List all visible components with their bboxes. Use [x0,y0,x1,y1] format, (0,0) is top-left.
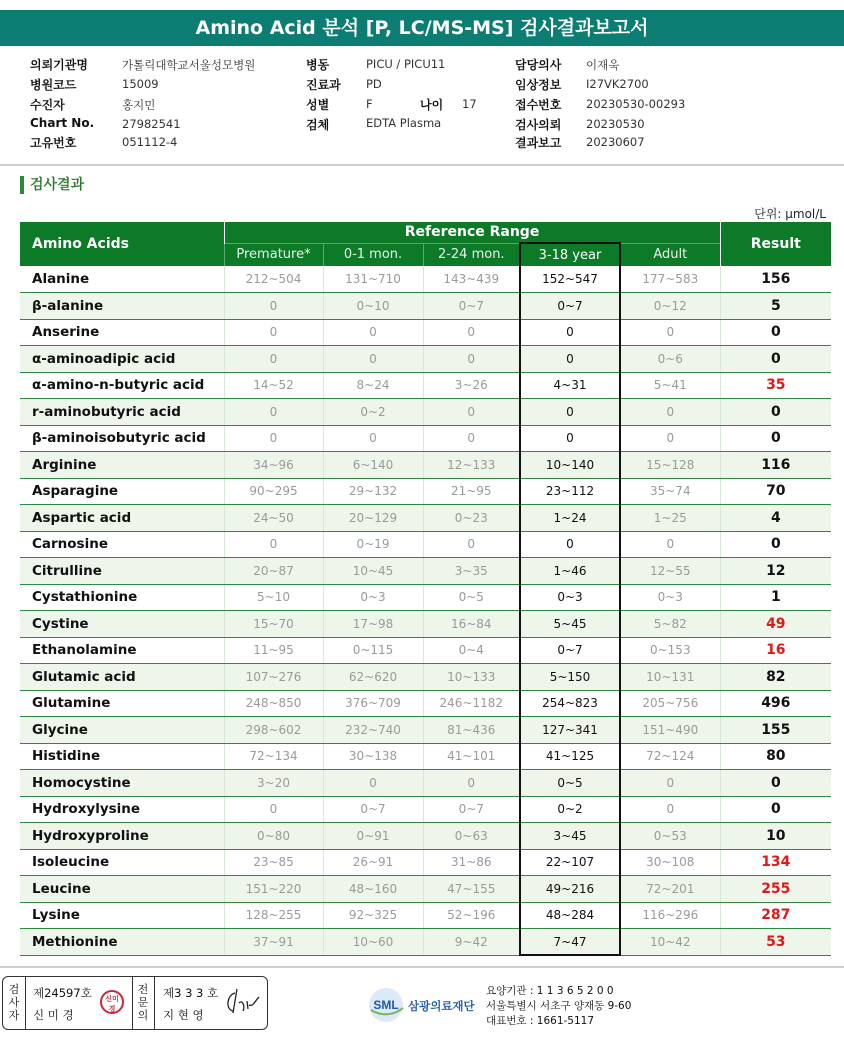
table-row [20,796,831,823]
age-label: 나이 [420,98,444,112]
result-value: 53 [720,929,831,956]
amino-acid-name: Carnosine [20,531,224,558]
amino-acid-name: Cystathionine [20,584,224,611]
reference-range-cell: 10~60 [323,929,423,956]
amino-acid-name: r-aminobutyric acid [20,399,224,426]
reference-range-cell: 14~52 [224,372,323,399]
reference-range-cell: 0 [620,319,720,346]
reference-range-cell: 248~850 [224,690,323,717]
reference-range-cell: 20~87 [224,558,323,585]
sml-logo-icon [367,986,405,1024]
result-value: 10 [720,823,831,850]
reference-range-cell: 30~138 [323,743,423,770]
reference-range-cell: 35~74 [620,478,720,505]
org-name: 삼광의료재단 [408,999,475,1013]
reference-range-cell: 0 [620,531,720,558]
amino-acid-name: β-aminoisobutyric acid [20,425,224,452]
reference-range-cell: 12~55 [620,558,720,585]
reference-range-cell: 0~63 [423,823,520,850]
request-date-value: 20230530 [586,117,645,131]
reference-range-cell: 0 [423,770,520,797]
sex-label: 성별 [306,98,330,112]
reference-range-cell: 127~341 [520,717,620,744]
reference-range-cell: 0 [423,399,520,426]
reference-range-cell: 0~7 [423,796,520,823]
reference-range-cell: 48~284 [520,902,620,929]
reference-range-cell: 0 [423,319,520,346]
department-value: PD [366,77,382,91]
reference-range-cell: 0~3 [520,584,620,611]
reference-range-cell: 151~220 [224,876,323,903]
amino-acid-name: Methionine [20,929,224,956]
reference-range-cell: 3~26 [423,372,520,399]
table-row [20,293,831,320]
age-value: 17 [462,97,477,111]
table-row [20,770,831,797]
lab-address: 서울특별시 서초구 양재동 9-60 [486,1000,632,1012]
amino-acid-name: Asparagine [20,478,224,505]
reference-range-cell: 0 [224,399,323,426]
physician-value: 이재욱 [586,58,620,72]
request-date-label: 검사의뢰 [515,118,562,132]
reference-range-cell: 6~140 [323,452,423,479]
reference-range-cell: 0~153 [620,637,720,664]
divider [0,164,844,166]
specimen-label: 검체 [306,118,330,132]
reference-range-cell: 10~42 [620,929,720,956]
result-value: 0 [720,319,831,346]
institution-label: 의뢰기관명 [30,58,88,72]
sex-value: F [366,97,373,111]
reference-range-cell: 24~50 [224,505,323,532]
result-value: 1 [720,584,831,611]
chart-no-label: Chart No. [30,116,95,130]
table-row [20,478,831,505]
table-row [20,584,831,611]
table-row [20,319,831,346]
ward-value: PICU / PICU11 [366,57,446,71]
reference-range-cell: 10~140 [520,452,620,479]
reference-range-cell: 7~47 [520,929,620,956]
department-label: 진료과 [306,78,341,92]
reference-range-cell: 81~436 [423,717,520,744]
patient-value: 홍지민 [122,98,156,112]
table-row [20,717,831,744]
reference-range-cell: 0 [323,319,423,346]
amino-acid-name: Lysine [20,902,224,929]
result-value: 496 [720,690,831,717]
hospital-code-label: 병원코드 [30,78,77,92]
reference-range-cell: 23~85 [224,849,323,876]
reference-range-cell: 0~5 [520,770,620,797]
result-value: 287 [720,902,831,929]
header-result: Result [720,222,831,266]
reference-range-cell: 0 [423,425,520,452]
amino-acid-name: Histidine [20,743,224,770]
reference-range-cell: 0~2 [323,399,423,426]
stamp-icon: 신미경 [100,990,124,1014]
reference-range-cell: 0~7 [520,637,620,664]
reference-range-cell: 128~255 [224,902,323,929]
reference-range-cell: 29~132 [323,478,423,505]
table-row [20,346,831,373]
table-row [20,611,831,638]
signature-box [2,976,268,1030]
table-row [20,399,831,426]
reference-range-cell: 0~19 [323,531,423,558]
header-range-2: 2-24 mon. [423,243,520,266]
reference-range-cell: 0 [423,346,520,373]
reference-range-cell: 0 [224,319,323,346]
reference-range-cell: 0~6 [620,346,720,373]
result-value: 156 [720,266,831,293]
ward-label: 병동 [306,58,330,72]
table-row [20,823,831,850]
reference-range-cell: 177~583 [620,266,720,293]
reference-range-cell: 0~3 [620,584,720,611]
result-value: 12 [720,558,831,585]
table-row [20,743,831,770]
reference-range-cell: 5~10 [224,584,323,611]
reference-range-cell: 23~112 [520,478,620,505]
amino-acid-name: Hydroxylysine [20,796,224,823]
chart-no-value: 27982541 [122,117,181,131]
amino-acid-name: β-alanine [20,293,224,320]
reference-range-cell: 30~108 [620,849,720,876]
header-reference-range: Reference Range [224,222,720,243]
reference-range-cell: 10~45 [323,558,423,585]
reference-range-cell: 232~740 [323,717,423,744]
reference-range-cell: 20~129 [323,505,423,532]
result-value: 4 [720,505,831,532]
reference-range-cell: 0 [620,425,720,452]
reference-range-cell: 48~160 [323,876,423,903]
reference-range-cell: 22~107 [520,849,620,876]
reference-range-cell: 15~70 [224,611,323,638]
specialist-license: 제3 3 3 호 [163,986,219,1000]
lab-code: 요양기관 : 1 1 3 6 5 2 0 0 [486,985,614,997]
table-row [20,531,831,558]
reference-range-cell: 5~82 [620,611,720,638]
reference-range-cell: 0 [224,531,323,558]
reference-range-cell: 0 [323,770,423,797]
report-date-value: 20230607 [586,135,645,149]
amino-acid-name: Glutamic acid [20,664,224,691]
reference-range-cell: 41~101 [423,743,520,770]
reference-range-cell: 92~325 [323,902,423,929]
result-value: 255 [720,876,831,903]
reference-range-cell: 3~35 [423,558,520,585]
reference-range-cell: 1~25 [620,505,720,532]
amino-acid-name: Cystine [20,611,224,638]
reference-range-cell: 0~7 [423,293,520,320]
reference-range-cell: 3~45 [520,823,620,850]
report-date-label: 결과보고 [515,136,562,150]
reference-range-cell: 0~12 [620,293,720,320]
header-range-3: 3-18 year [520,243,620,266]
reference-range-cell: 21~95 [423,478,520,505]
hospital-code-value: 15009 [122,77,159,91]
reference-range-cell: 0~7 [323,796,423,823]
physician-label: 담당의사 [515,58,562,72]
table-row [20,902,831,929]
reference-range-cell: 41~125 [520,743,620,770]
reference-range-cell: 0 [224,796,323,823]
reference-range-cell: 0~91 [323,823,423,850]
amino-acid-name: Alanine [20,266,224,293]
reference-range-cell: 37~91 [224,929,323,956]
result-value: 0 [720,399,831,426]
reference-range-cell: 0 [520,399,620,426]
amino-acid-name: α-aminoadipic acid [20,346,224,373]
reference-range-cell: 0 [520,346,620,373]
table-row [20,372,831,399]
header-range-1: 0-1 mon. [323,243,423,266]
table-row [20,425,831,452]
unit-label: 단위: μmol/L [754,207,826,221]
patient-label: 수진자 [30,98,65,112]
reference-range-cell: 143~439 [423,266,520,293]
result-value: 70 [720,478,831,505]
amino-acid-name: Anserine [20,319,224,346]
reference-range-cell: 0 [620,796,720,823]
reference-range-cell: 0 [323,425,423,452]
reference-range-cell: 10~131 [620,664,720,691]
reference-range-cell: 10~133 [423,664,520,691]
lab-info [486,984,631,1029]
amino-acid-name: Citrulline [20,558,224,585]
reference-range-cell: 0 [224,425,323,452]
header-range-4: Adult [620,243,720,266]
specimen-value: EDTA Plasma [366,116,442,130]
reference-range-cell: 152~547 [520,266,620,293]
specialist-label: 전문의 [137,983,149,1022]
receipt-no-label: 접수번호 [515,98,562,112]
amino-acid-name: Arginine [20,452,224,479]
reference-range-cell: 116~296 [620,902,720,929]
reference-range-cell: 26~91 [323,849,423,876]
reference-range-cell: 298~602 [224,717,323,744]
table-row [20,637,831,664]
reference-range-cell: 3~20 [224,770,323,797]
table-row [20,505,831,532]
reference-range-cell: 0 [323,346,423,373]
tester-name: 신 미 경 [33,1008,74,1022]
reference-range-cell: 376~709 [323,690,423,717]
reference-range-cell: 0 [224,293,323,320]
result-value: 155 [720,717,831,744]
reference-range-cell: 31~86 [423,849,520,876]
result-value: 0 [720,796,831,823]
reference-range-cell: 0~2 [520,796,620,823]
reference-range-cell: 0 [520,531,620,558]
reference-range-cell: 0~23 [423,505,520,532]
reference-range-cell: 0 [620,770,720,797]
reference-range-cell: 4~31 [520,372,620,399]
result-value: 0 [720,531,831,558]
table-row [20,690,831,717]
result-value: 0 [720,770,831,797]
reference-range-cell: 72~201 [620,876,720,903]
reference-range-cell: 0 [520,319,620,346]
table-row [20,876,831,903]
reference-range-cell: 151~490 [620,717,720,744]
table-row [20,929,831,956]
reference-range-cell: 0~4 [423,637,520,664]
result-value: 134 [720,849,831,876]
reference-range-cell: 11~95 [224,637,323,664]
signature-icon [221,985,261,1019]
reference-range-cell: 205~756 [620,690,720,717]
institution-value: 가톨릭대학교서울성모병원 [122,58,256,72]
sml-logo-text: SML [373,998,399,1012]
header-amino-acids: Amino Acids [20,222,224,266]
reference-range-cell: 0~5 [423,584,520,611]
report-title: Amino Acid 분석 [P, LC/MS-MS] 검사결과보고서 [0,10,844,46]
reference-range-cell: 0 [224,346,323,373]
reference-range-cell: 0~80 [224,823,323,850]
reference-range-cell: 1~24 [520,505,620,532]
results-table [20,222,831,956]
reference-range-cell: 254~823 [520,690,620,717]
unique-id-value: 051112-4 [122,135,178,149]
amino-acid-name: Glycine [20,717,224,744]
reference-range-cell: 12~133 [423,452,520,479]
reference-range-cell: 90~295 [224,478,323,505]
result-value: 16 [720,637,831,664]
reference-range-cell: 8~24 [323,372,423,399]
footer-divider [0,966,844,968]
result-value: 80 [720,743,831,770]
amino-acid-name: α-amino-n-butyric acid [20,372,224,399]
amino-acid-name: Homocystine [20,770,224,797]
reference-range-cell: 0 [620,399,720,426]
clinical-info-label: 임상정보 [515,78,562,92]
amino-acid-name: Hydroxyproline [20,823,224,850]
reference-range-cell: 5~45 [520,611,620,638]
result-value: 116 [720,452,831,479]
reference-range-cell: 72~134 [224,743,323,770]
amino-acid-name: Glutamine [20,690,224,717]
amino-acid-name: Ethanolamine [20,637,224,664]
reference-range-cell: 131~710 [323,266,423,293]
reference-range-cell: 0~10 [323,293,423,320]
table-row [20,266,831,293]
table-row [20,452,831,479]
tester-license: 제24597호 [33,986,92,1000]
patient-info [0,54,844,158]
reference-range-cell: 0~3 [323,584,423,611]
result-value: 82 [720,664,831,691]
reference-range-cell: 16~84 [423,611,520,638]
receipt-no-value: 20230530-00293 [586,97,686,111]
lab-phone: 대표번호 : 1661-5117 [486,1015,595,1027]
amino-acid-name: Isoleucine [20,849,224,876]
reference-range-cell: 5~41 [620,372,720,399]
reference-range-cell: 17~98 [323,611,423,638]
result-value: 49 [720,611,831,638]
reference-range-cell: 72~124 [620,743,720,770]
result-value: 35 [720,372,831,399]
table-row [20,664,831,691]
reference-range-cell: 62~620 [323,664,423,691]
result-value: 0 [720,425,831,452]
reference-range-cell: 0~53 [620,823,720,850]
amino-acid-name: Leucine [20,876,224,903]
amino-acid-name: Aspartic acid [20,505,224,532]
reference-range-cell: 0~7 [520,293,620,320]
table-row [20,849,831,876]
result-value: 5 [720,293,831,320]
reference-range-cell: 9~42 [423,929,520,956]
reference-range-cell: 5~150 [520,664,620,691]
table-row [20,558,831,585]
reference-range-cell: 0 [520,425,620,452]
reference-range-cell: 47~155 [423,876,520,903]
reference-range-cell: 1~46 [520,558,620,585]
section-title: 검사결과 [20,176,84,194]
reference-range-cell: 34~96 [224,452,323,479]
reference-range-cell: 52~196 [423,902,520,929]
header-range-0: Premature* [224,243,323,266]
reference-range-cell: 107~276 [224,664,323,691]
reference-range-cell: 15~128 [620,452,720,479]
reference-range-cell: 246~1182 [423,690,520,717]
reference-range-cell: 0~115 [323,637,423,664]
tester-label: 검사자 [8,983,20,1022]
specialist-name: 지 현 영 [163,1008,204,1022]
reference-range-cell: 49~216 [520,876,620,903]
unique-id-label: 고유번호 [30,136,77,150]
clinical-info-value: I27VK2700 [586,77,649,91]
reference-range-cell: 212~504 [224,266,323,293]
reference-range-cell: 0 [423,531,520,558]
result-value: 0 [720,346,831,373]
